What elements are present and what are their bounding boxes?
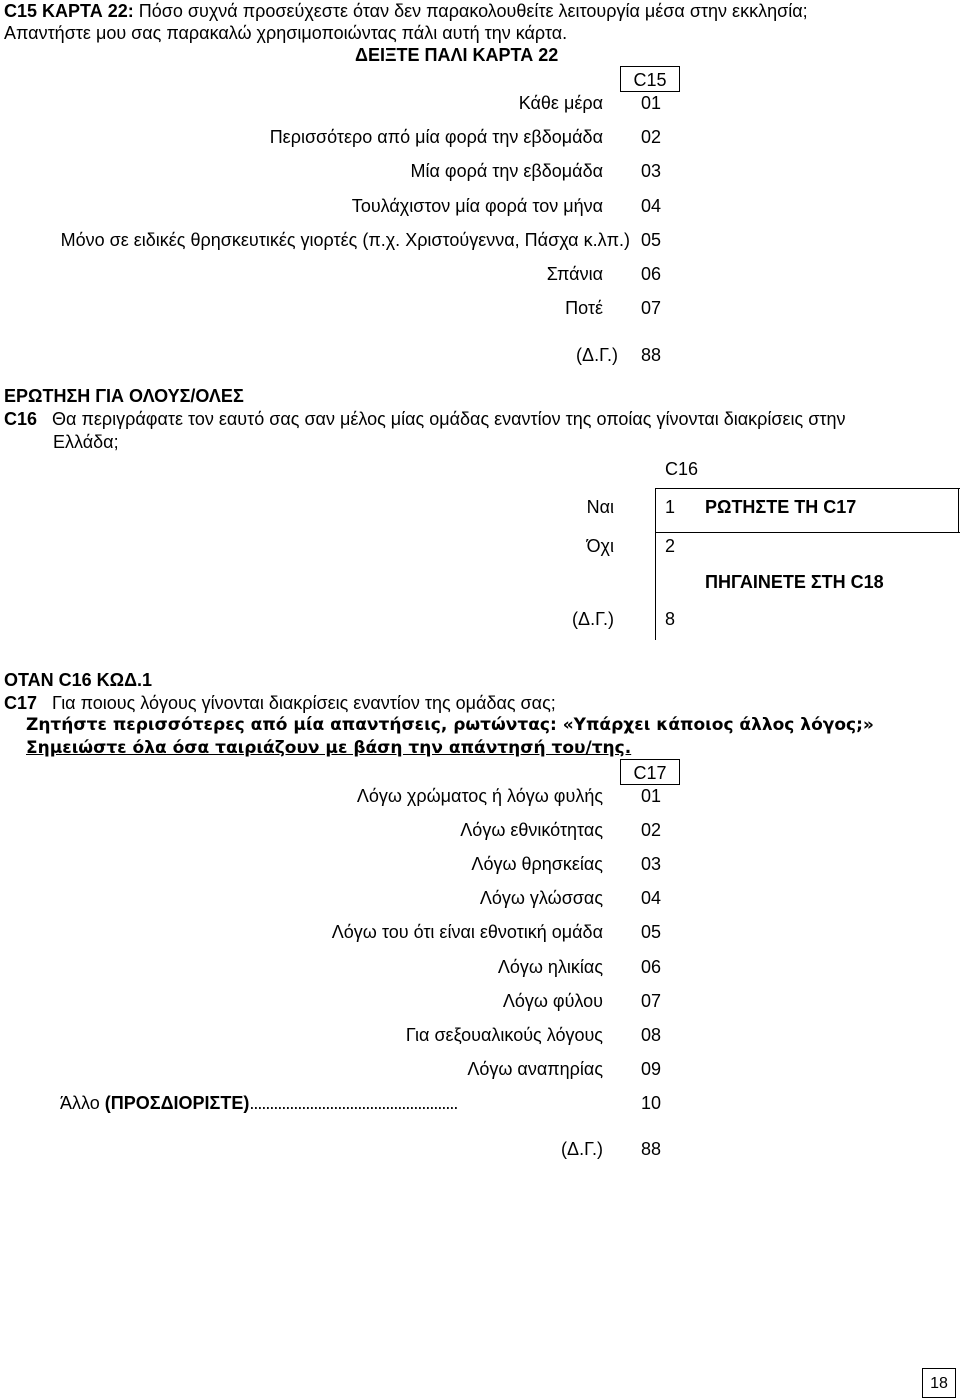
c15-option-label: Τουλάχιστον μία φορά τον μήνα <box>351 196 603 216</box>
c17-filter: ΟΤΑΝ C16 ΚΩΔ.1 <box>4 670 153 690</box>
c17-option-code[interactable]: 10 <box>641 1093 662 1113</box>
c17-option-code[interactable]: 88 <box>641 1139 662 1159</box>
c16-option-label: Ναι <box>586 497 614 517</box>
c17-option-label: Λόγω ηλικίας <box>497 957 603 977</box>
c15-option-code[interactable]: 07 <box>641 298 662 318</box>
c17-option-other <box>60 1092 457 1114</box>
c17-option-code[interactable]: 09 <box>641 1059 662 1079</box>
c17-option-code[interactable]: 06 <box>641 957 662 977</box>
c17-option-label: Λόγω χρώματος ή λόγω φυλής <box>356 786 603 806</box>
c17-other-specify: (ΠΡΟΣΔΙΟΡΙΣΤΕ) <box>104 1093 250 1113</box>
c17-id: C17 <box>4 693 38 713</box>
c15-option-label: Μόνο σε ειδικές θρησκευτικές γιορτές (π.χ. Χριστούγεννα, Πάσχα κ.λπ.) <box>60 230 630 250</box>
c17-question-text: Για ποιους λόγους γίνονται διακρίσεις εναντίον της ομάδας σας; <box>52 693 556 713</box>
c15-option-code[interactable]: 88 <box>641 345 662 365</box>
c17-option-label: Λόγω φύλου <box>502 991 603 1011</box>
c17-other-prefix: Άλλο <box>60 1093 100 1113</box>
c17-dk-label: (Δ.Γ.) <box>561 1139 603 1159</box>
c17-code-box: C17 <box>620 759 680 785</box>
c17-option-code[interactable]: 03 <box>641 854 662 874</box>
c16-question-text: Θα περιγράφατε τον εαυτό σας σαν μέλος μίας ομάδας εναντίον της οποίας γίνονται διακρίσεις στην <box>52 409 846 429</box>
c15-option-code[interactable]: 04 <box>641 196 662 216</box>
c17-option-label: Λόγω θρησκείας <box>471 854 603 874</box>
c16-option-label: Όχι <box>586 536 614 556</box>
c16-code-box-label: C16 <box>665 459 699 479</box>
c15-question-text: Πόσο συχνά προσεύχεστε όταν δεν παρακολουθείτε λειτουργία μέσα στην εκκλησία; <box>138 1 808 21</box>
c16-route-yes: ΡΩΤΗΣΤΕ ΤΗ C17 <box>705 497 857 517</box>
c15-instruction: ΔΕΙΞΤΕ ΠΑΛΙ ΚΑΡΤΑ 22 <box>355 45 559 65</box>
c17-option-label: Λόγω γλώσσας <box>479 888 603 908</box>
c15-option-label: Περισσότερο από μία φορά την εβδομάδα <box>269 127 603 147</box>
c16-question <box>4 408 845 430</box>
c15-option-label: (Δ.Γ.) <box>576 345 618 365</box>
c16-option-code[interactable]: 1 <box>665 497 676 517</box>
c17-option-code[interactable]: 02 <box>641 820 662 840</box>
c16-box-right <box>958 488 959 532</box>
c15-option-code[interactable]: 03 <box>641 161 662 181</box>
c17-question <box>4 692 556 714</box>
c17-option-label: Λόγω εθνικότητας <box>460 820 603 840</box>
c17-option-code[interactable]: 05 <box>641 922 662 942</box>
c16-box-mid <box>655 532 960 533</box>
c17-option-code[interactable]: 08 <box>641 1025 662 1045</box>
c15-option-code[interactable]: 05 <box>641 230 662 250</box>
c16-box-top <box>655 488 960 489</box>
c17-option-label: Λόγω του ότι είναι εθνοτική ομάδα <box>331 922 603 942</box>
c17-option-code[interactable]: 01 <box>641 786 662 806</box>
c17-instruction-1: Ζητήστε περισσότερες από μία απαντήσεις, ρωτώντας: «Υπάρχει κάποιος άλλος λόγος;» <box>26 715 874 735</box>
c15-option-label: Ποτέ <box>565 298 603 318</box>
c17-option-label: Λόγω αναπηρίας <box>467 1059 603 1079</box>
c15-option-label: Σπάνια <box>546 264 603 284</box>
c16-id: C16 <box>4 409 38 429</box>
c16-option-code[interactable]: 8 <box>665 609 676 629</box>
c16-route-no: ΠΗΓΑΙΝΕΤΕ ΣΤΗ C18 <box>705 572 884 592</box>
c16-box-left <box>655 488 656 640</box>
c15-option-code[interactable]: 06 <box>641 264 662 284</box>
c15-question-line2: Απαντήστε μου σας παρακαλώ χρησιμοποιώντας πάλι αυτή την κάρτα. <box>4 23 568 43</box>
c15-question <box>4 0 808 22</box>
c15-option-code[interactable]: 02 <box>641 127 662 147</box>
page-number: 18 <box>922 1368 956 1398</box>
c16-option-label: (Δ.Γ.) <box>572 609 614 629</box>
c15-card-label: ΚΑΡΤΑ 22: <box>42 1 134 21</box>
c15-id: C15 <box>4 1 38 21</box>
c17-instruction-2: Σημειώστε όλα όσα ταιριάζουν με βάση την απάντησή του/της. <box>26 738 632 758</box>
c17-option-label: Για σεξουαλικούς λόγους <box>405 1025 603 1045</box>
c17-option-code[interactable]: 07 <box>641 991 662 1011</box>
c15-option-label: Κάθε μέρα <box>518 93 603 113</box>
section-header: ΕΡΩΤΗΣΗ ΓΙΑ ΟΛΟΥΣ/ΟΛΕΣ <box>4 386 244 406</box>
c16-question-line2: Ελλάδα; <box>53 432 119 452</box>
c15-option-label: Μία φορά την εβδομάδα <box>410 161 603 181</box>
c15-code-box: C15 <box>620 66 680 92</box>
c17-option-code[interactable]: 04 <box>641 888 662 908</box>
c17-other-dots[interactable]: .................................................... <box>249 1093 458 1113</box>
c16-option-code[interactable]: 2 <box>665 536 676 556</box>
c15-option-code[interactable]: 01 <box>641 93 662 113</box>
